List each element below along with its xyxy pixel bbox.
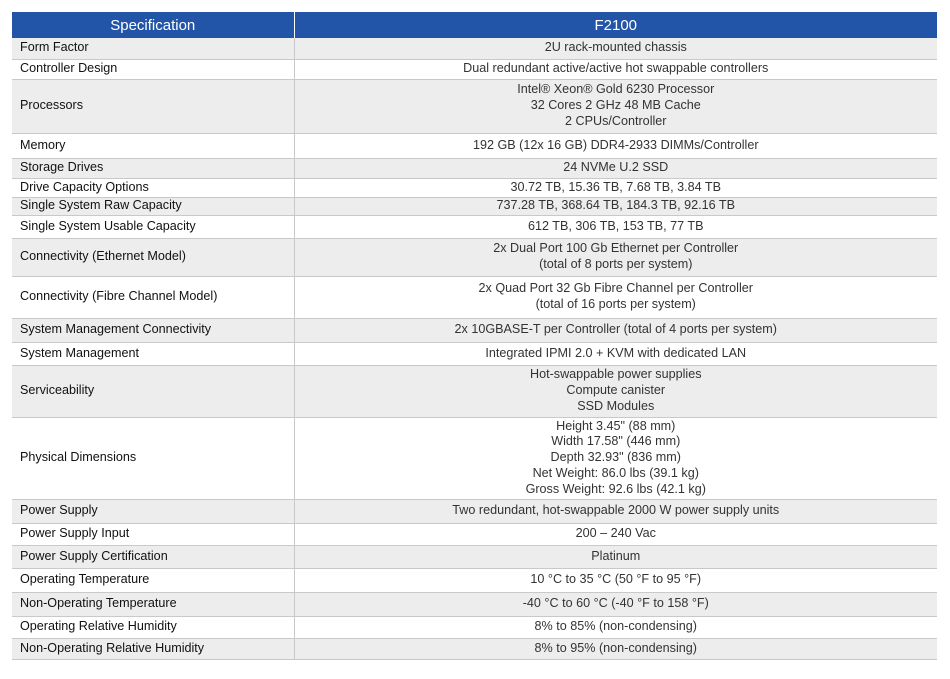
spec-value-line: Gross Weight: 92.6 lbs (42.1 kg) (525, 481, 706, 496)
table-row (12, 178, 937, 197)
spec-value (294, 238, 937, 276)
table-row (12, 616, 937, 638)
spec-label: Connectivity (Fibre Channel Model) (12, 276, 294, 318)
table-row (12, 523, 937, 545)
spec-label: Serviceability (12, 365, 294, 417)
spec-value: 8% to 95% (non-condensing) (294, 638, 937, 659)
spec-label: Operating Temperature (12, 568, 294, 592)
spec-label: Memory (12, 133, 294, 158)
spec-value-line: Compute canister (566, 383, 666, 398)
spec-value: Integrated IPMI 2.0 + KVM with dedicated LAN (294, 342, 937, 365)
spec-value-line: (total of 16 ports per system) (535, 297, 696, 311)
spec-label: Power Supply (12, 499, 294, 523)
spec-value-line: 2 CPUs/Controller (565, 113, 667, 128)
spec-value-line: (total of 8 ports per system) (539, 257, 693, 271)
spec-label: Connectivity (Ethernet Model) (12, 238, 294, 276)
spec-value: 612 TB, 306 TB, 153 TB, 77 TB (294, 215, 937, 238)
spec-value (294, 365, 937, 417)
table-row (12, 197, 937, 215)
table-row (12, 79, 937, 133)
table-row (12, 133, 937, 158)
spec-label: Power Supply Certification (12, 545, 294, 568)
spec-value-line: 2x Dual Port 100 Gb Ethernet per Controller (493, 241, 739, 256)
spec-value: 200 – 240 Vac (294, 523, 937, 545)
spec-value: 2x 10GBASE-T per Controller (total of 4 ports per system) (294, 318, 937, 342)
table-row (12, 215, 937, 238)
spec-label: Single System Usable Capacity (12, 215, 294, 238)
spec-value: 8% to 85% (non-condensing) (294, 616, 937, 638)
spec-value (294, 276, 937, 318)
spec-value: 192 GB (12x 16 GB) DDR4-2933 DIMMs/Controller (294, 133, 937, 158)
spec-value-line: Depth 32.93" (836 mm) (550, 450, 681, 465)
spec-label: Form Factor (12, 38, 294, 59)
spec-value: 30.72 TB, 15.36 TB, 7.68 TB, 3.84 TB (294, 178, 937, 197)
spec-label: Processors (12, 79, 294, 133)
spec-label: Storage Drives (12, 158, 294, 178)
spec-value (294, 417, 937, 499)
spec-value-line: 32 Cores 2 GHz 48 MB Cache (530, 98, 701, 113)
spec-value-line: SSD Modules (577, 398, 655, 413)
table-row (12, 342, 937, 365)
table-row (12, 592, 937, 616)
table-row (12, 638, 937, 659)
table-row (12, 276, 937, 318)
spec-label: Controller Design (12, 59, 294, 79)
table-row (12, 318, 937, 342)
spec-value: Dual redundant active/active hot swappable controllers (294, 59, 937, 79)
table-row (12, 545, 937, 568)
header-model: F2100 (294, 12, 937, 38)
spec-value-line: 2x Quad Port 32 Gb Fibre Channel per Controller (478, 281, 753, 296)
spec-value: 2U rack-mounted chassis (294, 38, 937, 59)
spec-label: Single System Raw Capacity (12, 197, 294, 215)
table-body (12, 38, 937, 659)
spec-label: Non-Operating Temperature (12, 592, 294, 616)
spec-value: 737.28 TB, 368.64 TB, 184.3 TB, 92.16 TB (294, 197, 937, 215)
spec-label: Drive Capacity Options (12, 178, 294, 197)
spec-value-line: Hot-swappable power supplies (529, 367, 702, 382)
spec-label: System Management (12, 342, 294, 365)
spec-value: 10 °C to 35 °C (50 °F to 95 °F) (294, 568, 937, 592)
table-header (12, 12, 937, 38)
spec-label: Power Supply Input (12, 523, 294, 545)
spec-value: 24 NVMe U.2 SSD (294, 158, 937, 178)
spec-value: Two redundant, hot-swappable 2000 W power supply units (294, 499, 937, 523)
spec-table (12, 12, 937, 660)
spec-label: System Management Connectivity (12, 318, 294, 342)
spec-value-line: Intel® Xeon® Gold 6230 Processor (517, 82, 715, 97)
spec-value-line: Net Weight: 86.0 lbs (39.1 kg) (532, 465, 699, 480)
table-row (12, 417, 937, 499)
spec-label: Non-Operating Relative Humidity (12, 638, 294, 659)
table-row (12, 568, 937, 592)
spec-label: Physical Dimensions (12, 417, 294, 499)
table-row (12, 499, 937, 523)
table-row (12, 365, 937, 417)
spec-value-line: Height 3.45" (88 mm) (556, 418, 676, 433)
spec-value: Platinum (294, 545, 937, 568)
spec-value: -40 °C to 60 °C (-40 °F to 158 °F) (294, 592, 937, 616)
table-row (12, 59, 937, 79)
header-specification: Specification (12, 12, 294, 38)
header-row (12, 12, 937, 38)
spec-label: Operating Relative Humidity (12, 616, 294, 638)
table-row (12, 238, 937, 276)
table-row (12, 38, 937, 59)
spec-value (294, 79, 937, 133)
table-row (12, 158, 937, 178)
spec-value-line: Width 17.58" (446 mm) (551, 434, 681, 449)
